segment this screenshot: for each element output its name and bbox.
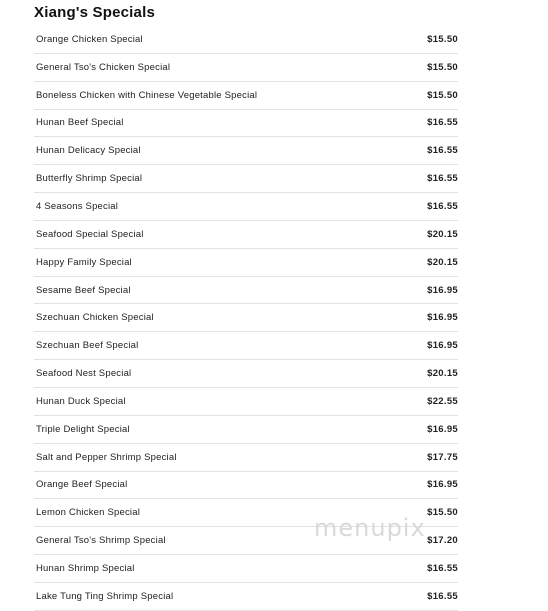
menu-item-name: General Tso's Shrimp Special <box>36 535 166 547</box>
menu-item-name: Hunan Shrimp Special <box>36 562 135 574</box>
menu-item[interactable] <box>34 360 458 388</box>
menu-item-name: Szechuan Chicken Special <box>36 312 154 324</box>
menu-item-name: Orange Chicken Special <box>36 33 143 45</box>
menu-item[interactable] <box>34 249 458 277</box>
menu-item[interactable] <box>34 277 458 305</box>
menu-item-price: $17.75 <box>427 451 458 463</box>
menu-item[interactable] <box>34 444 458 472</box>
menu-item-name: Seafood Nest Special <box>36 368 132 380</box>
menu-item-price: $16.55 <box>427 590 458 602</box>
menu-item-name: Seafood Special Special <box>36 228 144 240</box>
menu-item[interactable] <box>34 304 458 332</box>
menu-item[interactable] <box>34 82 458 110</box>
menu-item[interactable] <box>34 555 458 583</box>
menu-item-name: Butterfly Shrimp Special <box>36 173 143 185</box>
menu-item-price: $16.95 <box>427 312 458 324</box>
menu-item-name: Lemon Chicken Special <box>36 507 141 519</box>
menu-item[interactable] <box>34 416 458 444</box>
menu-item-price: $16.95 <box>427 423 458 435</box>
menu-item-price: $15.50 <box>427 61 458 73</box>
menu-item-price: $22.55 <box>427 395 458 407</box>
menu-item-price: $16.55 <box>427 562 458 574</box>
menu-item-price: $16.55 <box>427 117 458 129</box>
menu-item-price: $16.55 <box>427 200 458 212</box>
menu-item[interactable] <box>34 165 458 193</box>
menu-item-price: $20.15 <box>427 228 458 240</box>
menu-item-price: $20.15 <box>427 256 458 268</box>
menu-item-price: $16.55 <box>427 145 458 157</box>
menu-item[interactable] <box>34 583 458 611</box>
menu-item[interactable] <box>34 388 458 416</box>
menu-item-name: Happy Family Special <box>36 256 132 268</box>
menu-item-price: $15.50 <box>427 33 458 45</box>
menu-item-price: $16.95 <box>427 479 458 491</box>
menu-item-price: $17.20 <box>427 535 458 547</box>
menu-item[interactable] <box>34 472 458 500</box>
menu-item-name: Hunan Delicacy Special <box>36 145 141 157</box>
menu-item-price: $15.50 <box>427 507 458 519</box>
menu-item-name: General Tso's Chicken Special <box>36 61 171 73</box>
menu-item-price: $16.95 <box>427 284 458 296</box>
menu-item-name: Triple Delight Special <box>36 423 130 435</box>
menu-item[interactable] <box>34 332 458 360</box>
menu-item-price: $20.15 <box>427 368 458 380</box>
watermark-logo: menupix <box>314 514 426 542</box>
menu-item-price: $16.55 <box>427 173 458 185</box>
menu-item-price: $15.50 <box>427 89 458 101</box>
menu-item-name: Sesame Beef Special <box>36 284 131 296</box>
menu-item[interactable] <box>34 54 458 82</box>
menu-item-name: Hunan Beef Special <box>36 117 124 129</box>
menu-item-price: $16.95 <box>427 340 458 352</box>
menu-item-name: Salt and Pepper Shrimp Special <box>36 451 177 463</box>
menu-item[interactable] <box>34 137 458 165</box>
menu-item[interactable] <box>34 193 458 221</box>
menu-item-name: Hunan Duck Special <box>36 395 126 407</box>
menu-item-name: 4 Seasons Special <box>36 200 119 212</box>
menu-item[interactable] <box>34 110 458 138</box>
menu-item[interactable] <box>34 221 458 249</box>
menu-item-name: Lake Tung Ting Shrimp Special <box>36 590 174 602</box>
menu-item[interactable] <box>34 26 458 54</box>
menu-section-title: Xiang's Specials <box>34 4 155 21</box>
menu-item-name: Orange Beef Special <box>36 479 128 491</box>
menu-item-name: Szechuan Beef Special <box>36 340 139 352</box>
menu-item-name: Boneless Chicken with Chinese Vegetable Special <box>36 89 258 101</box>
